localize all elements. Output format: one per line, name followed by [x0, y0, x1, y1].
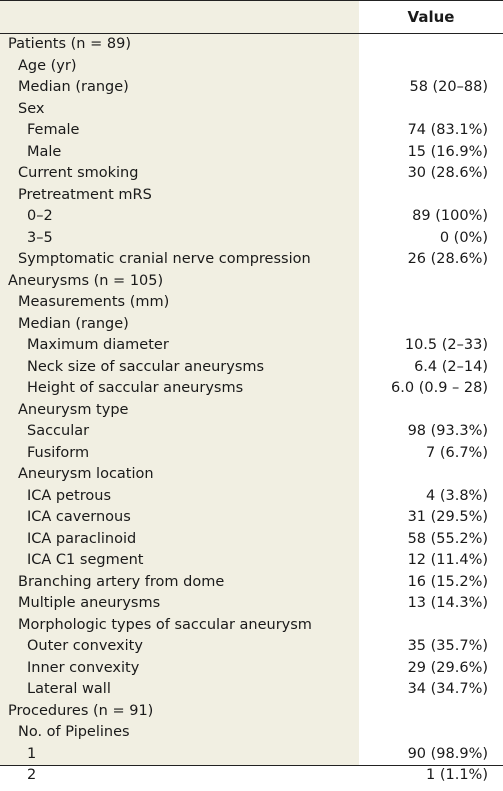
row-label: 2 [27, 767, 37, 783]
table-row [0, 228, 503, 250]
table-row [0, 249, 503, 271]
table-row [0, 421, 503, 443]
table-row [0, 34, 503, 56]
table-row [0, 314, 503, 336]
row-label: Female [27, 122, 80, 138]
row-value: 30 (28.6%) [407, 165, 488, 181]
table-row [0, 185, 503, 207]
row-label: ICA cavernous [27, 509, 131, 525]
row-value: 16 (15.2%) [407, 573, 488, 590]
row-label: Symptomatic cranial nerve compression [18, 251, 311, 267]
row-label: No. of Pipelines [18, 724, 130, 740]
row-label: Aneurysms (n = 105) [8, 272, 164, 289]
row-label: Maximum diameter [27, 337, 169, 353]
row-label: Procedures (n = 91) [8, 702, 154, 719]
row-value: 6.0 (0.9 – 28) [391, 380, 488, 396]
table-row [0, 658, 503, 680]
row-label: Inner convexity [27, 659, 140, 676]
row-label: Age (yr) [18, 57, 77, 74]
row-value: 6.4 (2–14) [414, 358, 488, 375]
row-label: Lateral wall [27, 681, 111, 697]
row-value: 1 (1.1%) [426, 767, 488, 783]
table-body [0, 34, 503, 783]
table-row [0, 142, 503, 164]
table-row [0, 292, 503, 314]
table-row [0, 636, 503, 658]
row-label: Branching artery from dome [18, 573, 225, 590]
row-value: 26 (28.6%) [407, 251, 488, 267]
table-row [0, 765, 503, 787]
table-row [0, 357, 503, 379]
row-label: Median (range) [18, 315, 129, 332]
table-row [0, 593, 503, 615]
table-bottom-rule [0, 765, 503, 766]
table-row [0, 722, 503, 744]
row-value: 58 (55.2%) [407, 530, 488, 547]
row-label: ICA C1 segment [27, 552, 144, 568]
row-value: 90 (98.9%) [407, 745, 488, 762]
table-row [0, 443, 503, 465]
row-label: Pretreatment mRS [18, 186, 152, 203]
table-row [0, 550, 503, 572]
row-label: 1 [27, 745, 37, 762]
row-value: 34 (34.7%) [407, 681, 488, 697]
row-label: Saccular [27, 423, 90, 439]
row-label: 0–2 [27, 208, 53, 224]
header-label-cell [0, 1, 359, 33]
row-label: Fusiform [27, 444, 90, 461]
header-value-cell: Value [359, 1, 503, 33]
row-label: 3–5 [27, 229, 53, 246]
table-row [0, 572, 503, 594]
table-row [0, 271, 503, 293]
row-value: 58 (20–88) [409, 79, 488, 95]
table-row [0, 120, 503, 142]
row-value: 12 (11.4%) [407, 552, 488, 568]
row-label: ICA paraclinoid [27, 530, 137, 547]
row-value: 35 (35.7%) [407, 638, 488, 654]
table-row [0, 701, 503, 723]
row-value: 0 (0%) [439, 229, 488, 246]
row-label: Sex [18, 100, 45, 117]
table-row [0, 400, 503, 422]
row-label: Multiple aneurysms [18, 595, 161, 611]
row-label: Morphologic types of saccular aneurysm [18, 616, 312, 633]
row-label: ICA petrous [27, 487, 111, 504]
table-row [0, 615, 503, 637]
row-label: Neck size of saccular aneurysms [27, 358, 265, 375]
row-value: 89 (100%) [412, 208, 488, 224]
row-value: 98 (93.3%) [407, 423, 488, 439]
row-label: Current smoking [18, 165, 139, 181]
row-value: 15 (16.9%) [407, 143, 488, 160]
row-label: Outer convexity [27, 638, 143, 654]
row-value: 74 (83.1%) [407, 122, 488, 138]
row-label: Male [27, 143, 62, 160]
table-row [0, 486, 503, 508]
table-row [0, 77, 503, 99]
table-row [0, 56, 503, 78]
row-value: 29 (29.6%) [407, 659, 488, 676]
table-row [0, 744, 503, 766]
table-header [0, 0, 503, 34]
table-row [0, 529, 503, 551]
row-value: 31 (29.5%) [407, 509, 488, 525]
row-value: 7 (6.7%) [426, 444, 488, 461]
table-row [0, 206, 503, 228]
table-rows [0, 34, 503, 787]
row-label: Aneurysm location [18, 466, 154, 482]
row-label: Measurements (mm) [18, 294, 170, 310]
table-row [0, 507, 503, 529]
table-row [0, 464, 503, 486]
row-label: Height of saccular aneurysms [27, 380, 244, 396]
table-row [0, 163, 503, 185]
row-value: 10.5 (2–33) [404, 337, 488, 353]
row-value: 13 (14.3%) [407, 595, 488, 611]
row-label: Aneurysm type [18, 401, 129, 418]
row-label: Patients (n = 89) [8, 36, 131, 52]
row-label: Median (range) [18, 79, 129, 95]
table-row [0, 378, 503, 400]
table-row [0, 99, 503, 121]
row-value: 4 (3.8%) [426, 487, 488, 504]
table-row [0, 679, 503, 701]
table-row [0, 335, 503, 357]
